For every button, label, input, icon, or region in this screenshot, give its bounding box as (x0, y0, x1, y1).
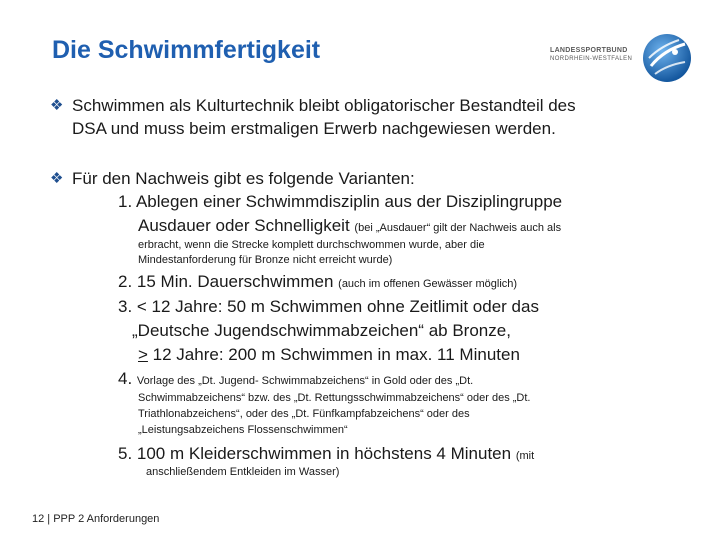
item-1-note1: (bei „Ausdauer“ gilt der Nachweis auch als (354, 222, 562, 234)
item-4-note3: Triathlonabzeichens“, oder des „Dt. Fünfkampfabzeichens“ oder des (138, 408, 470, 420)
item-5-main: 5. 100 m Kleiderschwimmen in höchstens 4 Minuten (118, 444, 512, 463)
bullet-1 (50, 94, 690, 140)
diamond-bullet-icon: ❖ (50, 97, 64, 114)
item-1-line1: 1. Ablegen einer Schwimmdisziplin aus der Disziplingruppe (118, 192, 563, 211)
landessportbund-logo-icon (641, 32, 693, 84)
item-1-note3: Mindestanforderung für Bronze nicht erreicht wurde) (138, 254, 393, 266)
item-2-note: (auch im offenen Gewässer möglich) (338, 278, 518, 290)
item-4-note1: Vorlage des „Dt. Jugend- Schwimmabzeichens“ in Gold oder des „Dt. (136, 375, 474, 387)
slide-footer: 12 | PPP 2 Anforderungen (32, 513, 160, 525)
item-4-num: 4. (118, 369, 133, 388)
item-1-note2: erbracht, wenn die Strecke komplett durchschwommen wurde, aber die (138, 239, 485, 251)
item-5-note2: anschließendem Entkleiden im Wasser) (146, 466, 340, 478)
bullet-2 (50, 167, 690, 190)
item-3-line1: 3. < 12 Jahre: 50 m Schwimmen ohne Zeitlimit oder das (118, 297, 539, 316)
item-3-line3-text: 12 Jahre: 200 m Schwimmen in max. 11 Minuten (147, 345, 520, 364)
landessportbund-logo (548, 32, 708, 82)
item-2 (118, 271, 517, 293)
item-1-emphasis: Ausdauer oder Schnelligkeit (138, 216, 350, 235)
bullet-1-line1: Schwimmen als Kulturtechnik bleibt obligatorischer Bestandteil des (72, 96, 576, 115)
item-1-line2 (138, 215, 561, 237)
bullet-1-line2: DSA und muss beim erstmaligen Erwerb nachgewiesen werden. (72, 119, 556, 138)
item-5-note1: (mit (515, 450, 535, 462)
item-4-line1 (118, 368, 473, 390)
logo-line2: NORDRHEIN-WESTFALEN (550, 56, 633, 62)
item-3-line3 (138, 344, 520, 366)
item-3-ge-symbol: > (138, 345, 148, 364)
item-5-line1 (118, 443, 534, 465)
item-2-main: 2. 15 Min. Dauerschwimmen (118, 272, 334, 291)
item-4-note4: „Leistungsabzeichens Flossenschwimmen“ (138, 424, 348, 436)
slide-title: Die Schwimmfertigkeit (52, 36, 321, 64)
bullet-2-line1: Für den Nachweis gibt es folgende Varianten: (72, 169, 415, 188)
diamond-bullet-icon: ❖ (50, 170, 64, 187)
logo-line1: LANDESSPORTBUND (550, 47, 628, 54)
item-3-line2: „Deutsche Jugendschwimmabzeichen“ ab Bronze, (132, 321, 511, 340)
item-4-note2: Schwimmabzeichens“ bzw. des „Dt. Rettungsschwimmabzeichens“ oder des „Dt. (138, 392, 531, 404)
